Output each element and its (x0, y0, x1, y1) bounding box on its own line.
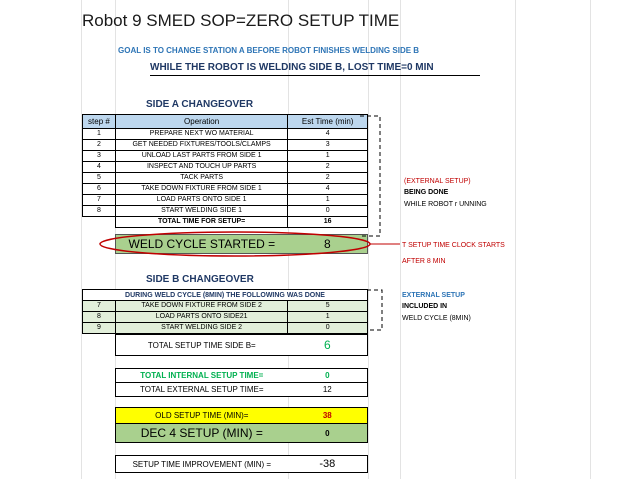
side-a-heading: SIDE A CHANGEOVER (146, 99, 254, 110)
total-setup-side-b (115, 334, 368, 356)
step-cell: 2 (83, 140, 116, 151)
while-text: WHILE THE ROBOT IS WELDING SIDE B, LOST TIME=0 MIN (150, 62, 434, 73)
side-b-heading: SIDE B CHANGEOVER (146, 274, 254, 285)
bracket-a (360, 116, 380, 236)
step-cell: 6 (83, 184, 116, 195)
step-cell: 5 (83, 173, 116, 184)
highlight-oval (100, 232, 370, 256)
operation-cell: LOAD PARTS ONTO SIDE 1 (115, 195, 288, 206)
operation-cell: START WELDING SIDE 1 (115, 206, 288, 217)
weld-cycle-label: WELD CYCLE STARTED = (128, 237, 276, 251)
old-setup-label: OLD SETUP TIME (MIN)= (155, 411, 249, 420)
operation-cell: UNLOAD LAST PARTS FROM SIDE 1 (115, 151, 288, 162)
page-title: Robot 9 SMED SOP=ZERO SETUP TIME (82, 11, 400, 30)
side-b-total-value: 6 (323, 338, 331, 352)
col-header-step: step # (83, 115, 116, 129)
total-label: TOTAL TIME FOR SETUP= (115, 217, 288, 228)
step-cell: 4 (83, 162, 116, 173)
internal-setup-value: 0 (325, 371, 330, 380)
step-cell: 3 (83, 151, 116, 162)
step-cell: 8 (83, 312, 116, 323)
table-row (83, 323, 368, 334)
side-b-table (82, 300, 368, 334)
time-cell: 3 (288, 140, 368, 151)
step-cell: 7 (83, 195, 116, 206)
operation-cell: TAKE DOWN FIXTURE FROM SIDE 1 (115, 184, 288, 195)
step-cell: 1 (83, 129, 116, 140)
note-after-8: AFTER 8 MIN (402, 258, 446, 265)
improvement-label: SETUP TIME IMPROVEMENT (MIN) = (132, 459, 272, 469)
dec-setup-row (115, 423, 368, 443)
time-cell: 5 (288, 301, 368, 312)
time-cell: 0 (288, 323, 368, 334)
external-setup-label: TOTAL EXTERNAL SETUP TIME= (140, 385, 264, 394)
step-cell: 9 (83, 323, 116, 334)
step-cell: 7 (83, 301, 116, 312)
time-cell: 1 (288, 195, 368, 206)
operation-cell: GET NEEDED FIXTURES/TOOLS/CLAMPS (115, 140, 288, 151)
improvement-row (115, 455, 368, 473)
note-being-done: BEING DONE (404, 189, 449, 196)
time-cell: 0 (288, 206, 368, 217)
table-row (83, 301, 368, 312)
weld-cycle-value: 8 (323, 237, 331, 251)
dec-setup-label: DEC 4 SETUP (MIN) = (140, 426, 263, 440)
operation-cell: TAKE DOWN FIXTURE FROM SIDE 2 (115, 301, 288, 312)
note-external-setup-b: EXTERNAL SETUP (402, 292, 465, 299)
operation-cell: PREPARE NEXT WO MATERIAL (115, 129, 288, 140)
during-weld-header: DURING WELD CYCLE (8MIN) THE FOLLOWING WAS DONE (82, 289, 368, 301)
col-header-operation: Operation (115, 115, 288, 129)
improvement-value: -38 (319, 458, 336, 470)
internal-setup-label: TOTAL INTERNAL SETUP TIME= (140, 371, 264, 380)
table-row (83, 312, 368, 323)
time-cell: 2 (288, 162, 368, 173)
side-b-total-label: TOTAL SETUP TIME SIDE B= (147, 340, 256, 350)
external-setup-value: 12 (322, 385, 332, 394)
col-header-time: Est Time (min) (288, 115, 368, 129)
external-setup-row (115, 382, 368, 397)
time-cell: 4 (288, 184, 368, 195)
note-included-in: INCLUDED IN (402, 303, 448, 310)
internal-setup-row (115, 368, 368, 383)
step-cell: 8 (83, 206, 116, 217)
operation-cell: TACK PARTS (115, 173, 288, 184)
note-external-setup: (EXTERNAL SETUP) (404, 178, 471, 185)
old-setup-value: 38 (322, 411, 332, 420)
time-cell: 4 (288, 129, 368, 140)
goal-text: GOAL IS TO CHANGE STATION A BEFORE ROBOT FINISHES WELDING SIDE B (118, 46, 420, 55)
operation-cell: LOAD PARTS ONTO SIDE21 (115, 312, 288, 323)
operation-cell: INSPECT AND TOUCH UP PARTS (115, 162, 288, 173)
note-clock-starts: T SETUP TIME CLOCK STARTS (402, 242, 505, 249)
time-cell: 2 (288, 173, 368, 184)
dec-setup-value: 0 (325, 428, 330, 438)
old-setup-row (115, 407, 368, 424)
time-cell: 1 (288, 151, 368, 162)
time-cell: 1 (288, 312, 368, 323)
note-weld-cycle: WELD CYCLE (8MIN) (402, 315, 471, 322)
operation-cell: START WELDING SIDE 2 (115, 323, 288, 334)
note-while-running: WHILE ROBOT r UNNING (404, 201, 487, 208)
total-value: 16 (288, 217, 368, 228)
